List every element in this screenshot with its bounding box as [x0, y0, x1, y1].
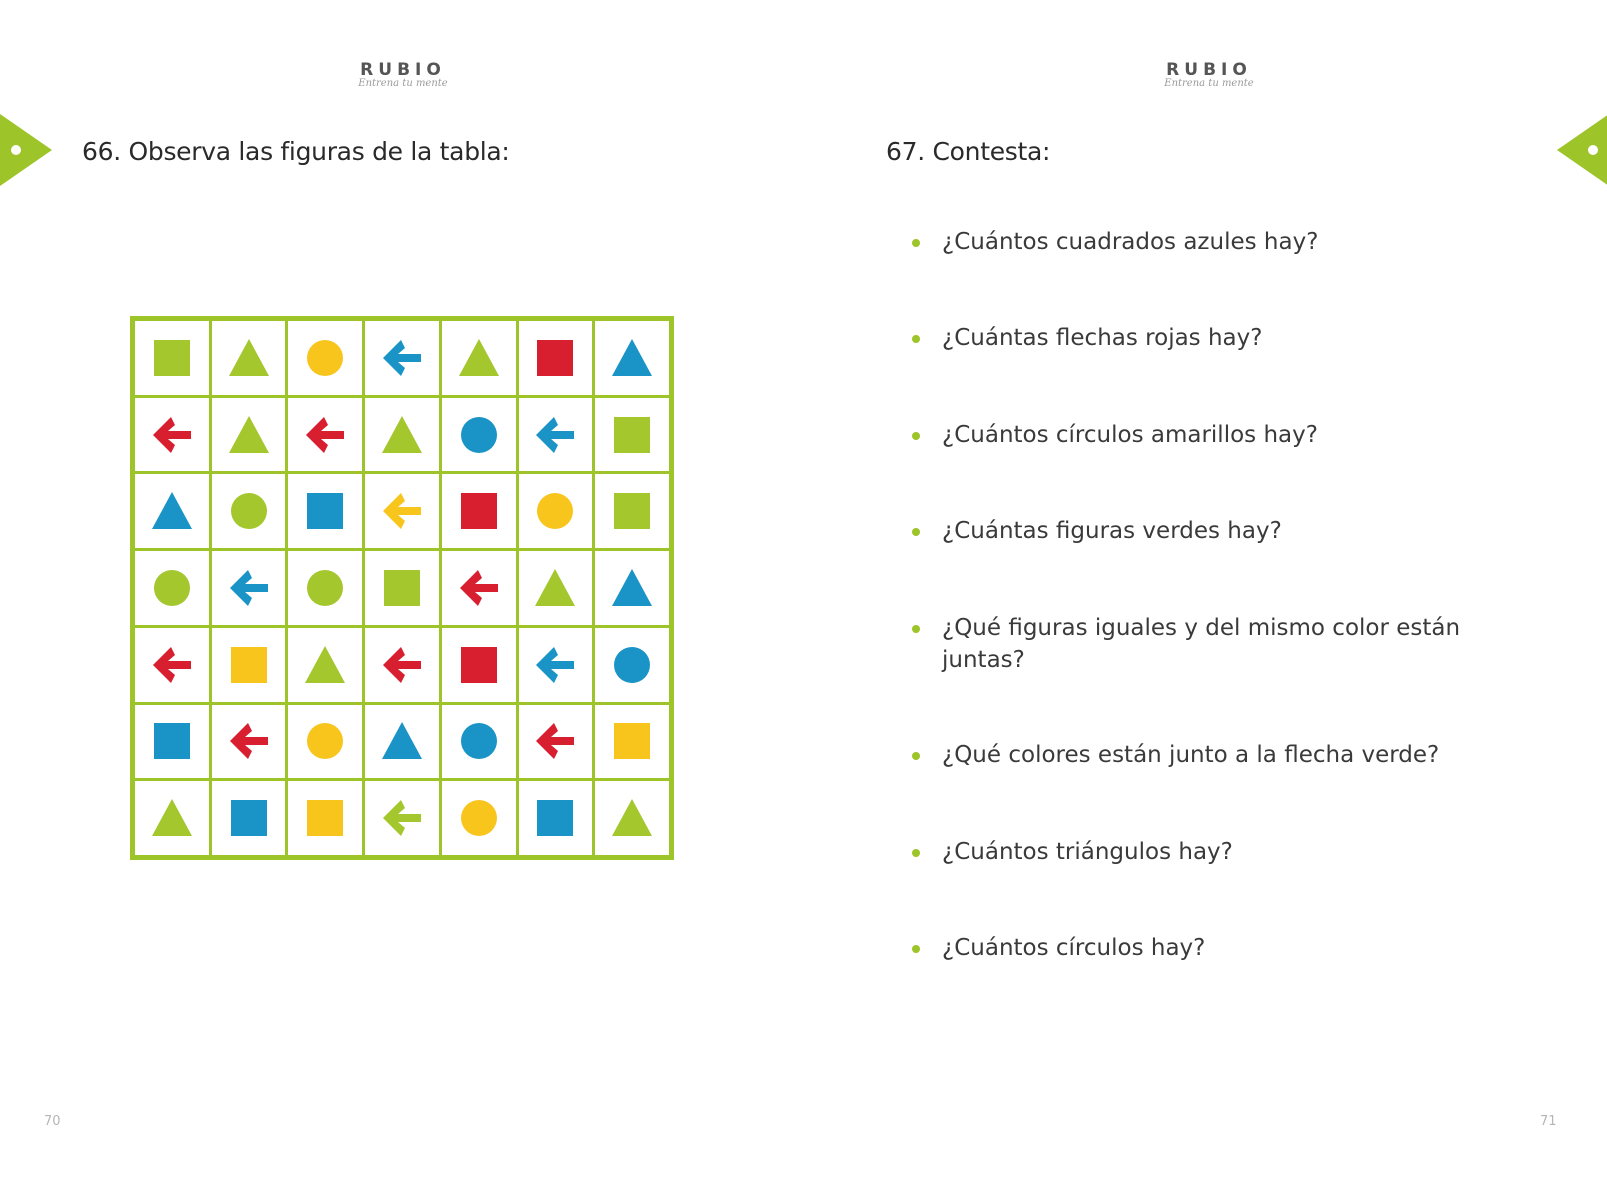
green-circle-icon — [149, 565, 195, 611]
table-cell — [595, 705, 669, 779]
table-cell — [519, 781, 593, 855]
table-cell — [212, 398, 286, 472]
brand-name: RUBIO — [360, 60, 446, 80]
table-cell — [135, 705, 209, 779]
table-cell — [519, 551, 593, 625]
question-text: ¿Cuántos círculos amarillos hay? — [942, 422, 1318, 448]
bullet-icon — [912, 528, 920, 536]
bullet-icon — [912, 625, 920, 633]
green-triangle-icon — [532, 565, 578, 611]
green-triangle-icon — [226, 335, 272, 381]
green-circle-icon — [302, 565, 348, 611]
table-cell — [288, 628, 362, 702]
red-arrow-icon — [302, 412, 348, 458]
table-cell — [288, 705, 362, 779]
question-text: ¿Cuántas flechas rojas hay? — [942, 325, 1263, 351]
table-cell — [288, 398, 362, 472]
green-square-icon — [149, 335, 195, 381]
yellow-circle-icon — [532, 488, 578, 534]
yellow-arrow-icon — [379, 488, 425, 534]
green-triangle-icon — [226, 412, 272, 458]
bullet-icon — [912, 239, 920, 247]
blue-square-icon — [226, 795, 272, 841]
table-cell — [442, 628, 516, 702]
question-item — [912, 612, 1482, 676]
table-cell — [595, 474, 669, 548]
blue-square-icon — [302, 488, 348, 534]
yellow-circle-icon — [302, 718, 348, 764]
blue-square-icon — [532, 795, 578, 841]
question-text: ¿Cuántos triángulos hay? — [942, 839, 1233, 865]
question-item — [912, 322, 1262, 354]
green-triangle-icon — [609, 795, 655, 841]
blue-triangle-icon — [609, 565, 655, 611]
red-square-icon — [456, 642, 502, 688]
table-cell — [135, 321, 209, 395]
table-cell — [442, 474, 516, 548]
table-cell — [212, 705, 286, 779]
red-arrow-icon — [456, 565, 502, 611]
exercise-67-title: 67. Contesta: — [886, 137, 1051, 166]
yellow-square-icon — [609, 718, 655, 764]
green-square-icon — [609, 488, 655, 534]
table-cell — [365, 398, 439, 472]
green-triangle-icon — [302, 642, 348, 688]
table-cell — [288, 781, 362, 855]
brand-logo — [333, 60, 473, 89]
blue-triangle-icon — [149, 488, 195, 534]
table-cell — [288, 321, 362, 395]
table-cell — [519, 705, 593, 779]
question-text: ¿Cuántos cuadrados azules hay? — [942, 229, 1319, 255]
green-circle-icon — [226, 488, 272, 534]
question-text: ¿Qué colores están junto a la flecha verde? — [942, 742, 1440, 768]
brand-name: RUBIO — [1166, 60, 1252, 80]
blue-arrow-icon — [226, 565, 272, 611]
blue-circle-icon — [456, 718, 502, 764]
green-triangle-icon — [149, 795, 195, 841]
table-cell — [212, 781, 286, 855]
table-cell — [135, 551, 209, 625]
exercise-66-title: 66. Observa las figuras de la tabla: — [82, 137, 510, 166]
brand-tagline: Entrena tu mente — [1164, 78, 1254, 89]
table-cell — [288, 474, 362, 548]
green-arrow-icon — [379, 795, 425, 841]
table-cell — [442, 398, 516, 472]
brand-tagline: Entrena tu mente — [358, 78, 448, 89]
table-cell — [365, 474, 439, 548]
red-arrow-icon — [379, 642, 425, 688]
red-square-icon — [456, 488, 502, 534]
table-cell — [365, 781, 439, 855]
blue-triangle-icon — [609, 335, 655, 381]
right-page — [804, 0, 1607, 1200]
table-cell — [442, 705, 516, 779]
table-cell — [212, 628, 286, 702]
green-triangle-icon — [379, 412, 425, 458]
bullet-icon — [912, 945, 920, 953]
green-square-icon — [609, 412, 655, 458]
table-cell — [135, 398, 209, 472]
table-cell — [442, 321, 516, 395]
question-item — [912, 515, 1282, 547]
yellow-square-icon — [226, 642, 272, 688]
table-cell — [442, 781, 516, 855]
table-cell — [212, 551, 286, 625]
bullet-icon — [912, 752, 920, 760]
table-cell — [595, 398, 669, 472]
table-cell — [442, 551, 516, 625]
red-arrow-icon — [532, 718, 578, 764]
blue-triangle-icon — [379, 718, 425, 764]
blue-circle-icon — [609, 642, 655, 688]
question-item — [912, 932, 1205, 964]
yellow-circle-icon — [456, 795, 502, 841]
table-cell — [288, 551, 362, 625]
page-number-right: 71 — [1540, 1114, 1557, 1129]
red-arrow-icon — [226, 718, 272, 764]
table-cell — [135, 781, 209, 855]
section-tab-right-icon — [1555, 114, 1607, 186]
bullet-icon — [912, 849, 920, 857]
blue-arrow-icon — [379, 335, 425, 381]
yellow-circle-icon — [302, 335, 348, 381]
table-cell — [135, 628, 209, 702]
red-arrow-icon — [149, 412, 195, 458]
blue-square-icon — [149, 718, 195, 764]
section-tab-left-icon — [0, 114, 54, 186]
bullet-icon — [912, 432, 920, 440]
table-cell — [519, 398, 593, 472]
left-page — [0, 0, 803, 1200]
table-cell — [519, 474, 593, 548]
bullet-icon — [912, 335, 920, 343]
table-cell — [595, 551, 669, 625]
question-text: ¿Qué figuras iguales y del mismo color están juntas? — [942, 615, 1461, 673]
table-cell — [519, 321, 593, 395]
question-item — [912, 419, 1318, 451]
shape-table — [130, 316, 674, 860]
table-cell — [365, 321, 439, 395]
table-cell — [595, 628, 669, 702]
question-text: ¿Cuántos círculos hay? — [942, 935, 1206, 961]
blue-arrow-icon — [532, 412, 578, 458]
green-triangle-icon — [456, 335, 502, 381]
table-cell — [212, 321, 286, 395]
green-square-icon — [379, 565, 425, 611]
table-cell — [135, 474, 209, 548]
question-item — [912, 739, 1439, 771]
blue-circle-icon — [456, 412, 502, 458]
yellow-square-icon — [302, 795, 348, 841]
page-number-left: 70 — [44, 1114, 61, 1129]
table-cell — [519, 628, 593, 702]
table-cell — [595, 781, 669, 855]
table-cell — [595, 321, 669, 395]
red-arrow-icon — [149, 642, 195, 688]
question-item — [912, 836, 1233, 868]
question-item — [912, 226, 1318, 258]
red-square-icon — [532, 335, 578, 381]
table-cell — [212, 474, 286, 548]
question-text: ¿Cuántas figuras verdes hay? — [942, 518, 1282, 544]
table-cell — [365, 551, 439, 625]
blue-arrow-icon — [532, 642, 578, 688]
table-cell — [365, 628, 439, 702]
table-cell — [365, 705, 439, 779]
brand-logo — [1139, 60, 1279, 89]
